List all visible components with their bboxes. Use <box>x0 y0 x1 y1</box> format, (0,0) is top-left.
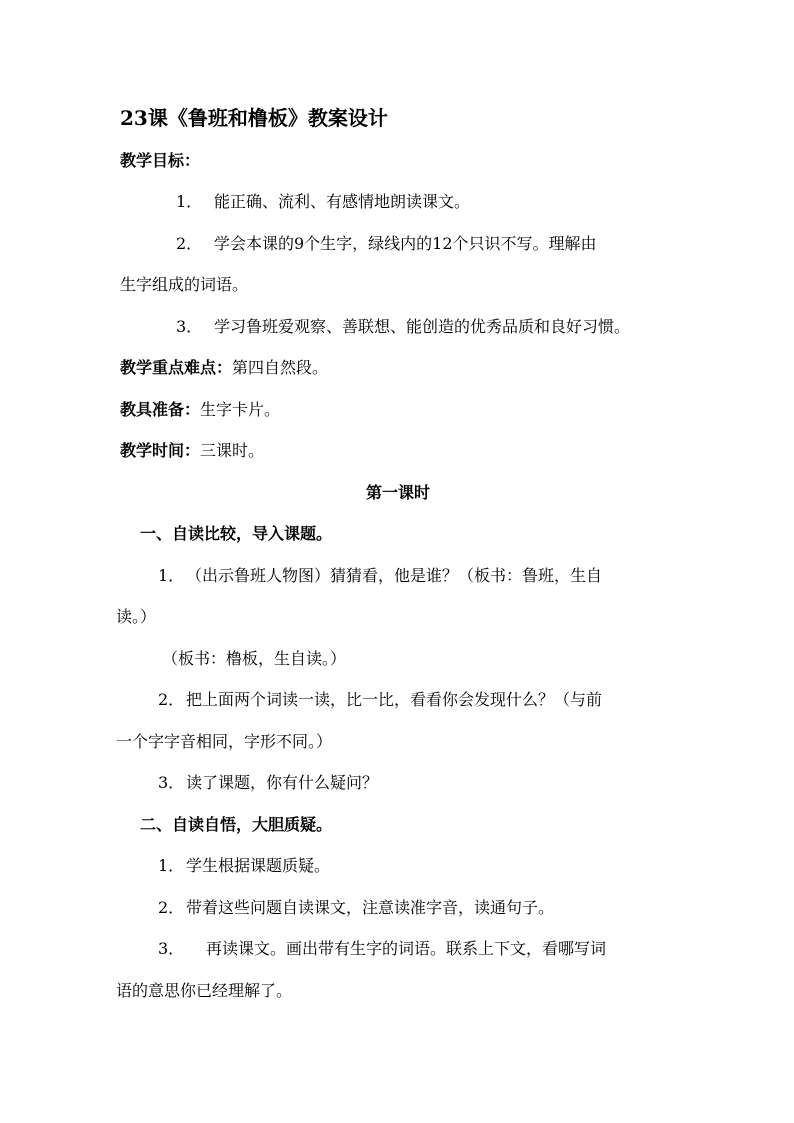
objective-item-1 <box>176 192 794 212</box>
objective-item-2-cont: 生字组成的词语。 <box>120 275 249 294</box>
objectives-heading: 教学目标： <box>120 151 201 170</box>
section2-item-2 <box>158 898 794 918</box>
key-points-label: 教学重点难点： <box>120 358 233 377</box>
section2-item-3 <box>158 939 794 959</box>
lesson-heading: 第一课时 <box>366 483 431 502</box>
section1-item-2 <box>158 690 794 710</box>
item-text: 带着这些问题自读课文，注意读准字音，读通句子。 <box>186 898 555 917</box>
time-label: 教学时间： <box>120 441 201 460</box>
section2-heading: 二、自读自悟，大胆质疑。 <box>140 815 333 834</box>
item-number: 1． <box>158 856 185 875</box>
item-number: 3． <box>158 939 185 958</box>
section1-item-3 <box>158 773 794 793</box>
item-text: 把上面两个词读一读，比一比，看看你会发现什么？（与前 <box>186 690 603 709</box>
objective-item-3 <box>176 317 794 337</box>
item-text: 学生根据课题质疑。 <box>186 856 331 875</box>
section1-item-1 <box>158 566 794 586</box>
materials-value: 生字卡片。 <box>200 400 281 419</box>
section2-item-3-cont: 语的意思你已经理解了。 <box>116 981 293 1000</box>
key-points-value: 第四自然段。 <box>232 358 329 377</box>
objective-number: 1． <box>176 192 203 211</box>
item-number: 2． <box>158 898 185 917</box>
objective-text: 学会本课的9个生字，绿线内的12个只识不写。理解由 <box>214 234 597 253</box>
objective-text: 能正确、流利、有感情地朗读课文。 <box>214 192 471 211</box>
item-number: 1． <box>158 566 185 585</box>
item-text: 再读课文。画出带有生字的词语。联系上下文，看哪写词 <box>206 939 607 958</box>
section1-item-2-cont: 一个字字音相同，字形不同。） <box>116 732 333 751</box>
time-line <box>120 441 794 461</box>
section1-note: （板书：橹板，生自读。） <box>162 649 347 668</box>
objective-number: 3． <box>176 317 203 336</box>
section1-item-1-cont: 读。） <box>116 607 157 626</box>
materials-line <box>120 400 794 420</box>
section2-item-1 <box>158 856 794 876</box>
item-number: 3． <box>158 773 185 792</box>
key-points-line <box>120 358 794 378</box>
item-text: 读了课题，你有什么疑问？ <box>186 773 379 792</box>
objective-item-2 <box>176 234 794 254</box>
materials-label: 教具准备： <box>120 400 201 419</box>
item-number: 2． <box>158 690 185 709</box>
objective-number: 2． <box>176 234 203 253</box>
document-title: 23课《鲁班和橹板》教案设计 <box>120 106 388 130</box>
objective-text: 学习鲁班爱观察、善联想、能创造的优秀品质和良好习惯。 <box>214 317 631 336</box>
time-value: 三课时。 <box>200 441 265 460</box>
item-text: （出示鲁班人物图）猜猜看，他是谁？（板书：鲁班，生自 <box>186 566 603 585</box>
section1-heading: 一、自读比较，导入课题。 <box>140 524 333 543</box>
